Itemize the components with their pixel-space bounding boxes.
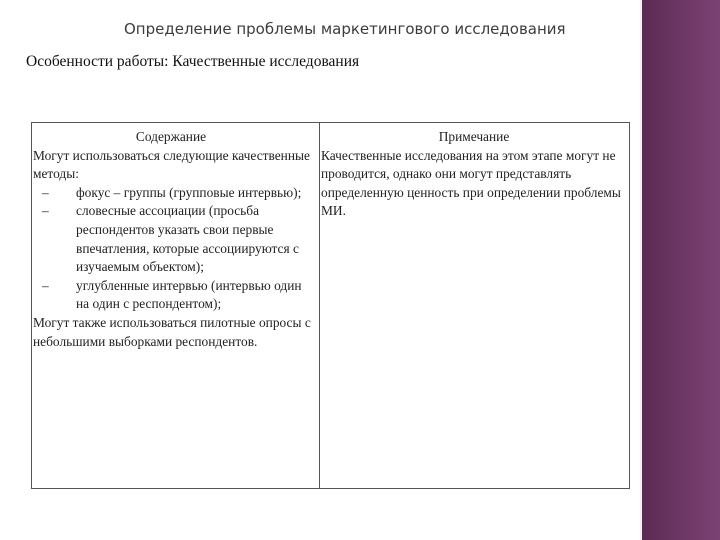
- list-item: – углубленные интервью (интервью один на один с респондентом);: [33, 277, 315, 314]
- left-column: [33, 128, 315, 351]
- slide-title: Определение проблемы маркетингового исследования: [124, 20, 566, 38]
- right-column: [321, 128, 627, 221]
- column-divider: [319, 123, 320, 488]
- methods-list: [33, 184, 315, 314]
- right-text: Качественные исследования на этом этапе могут не проводится, однако они могут представлять определенную ценность при определении проблемы МИ.: [321, 147, 621, 219]
- right-header: Примечание: [438, 129, 510, 144]
- left-outro: Могут также использоваться пилотные опросы с небольшими выборками респондентов.: [33, 314, 311, 349]
- content-table: [31, 122, 630, 489]
- slide-subtitle: Особенности работы: Качественные исследования: [26, 53, 360, 70]
- list-item: – фокус – группы (групповые интервью);: [33, 184, 315, 203]
- left-intro: Могут использоваться следующие качественные методы:: [33, 147, 310, 182]
- list-item: – словесные ассоциации (просьба респондентов указать свои первые впечатления, которые ассоциируются с изучаемым объектом);: [33, 202, 315, 276]
- left-header: Содержание: [135, 129, 207, 144]
- decorative-sidebar: [642, 0, 720, 540]
